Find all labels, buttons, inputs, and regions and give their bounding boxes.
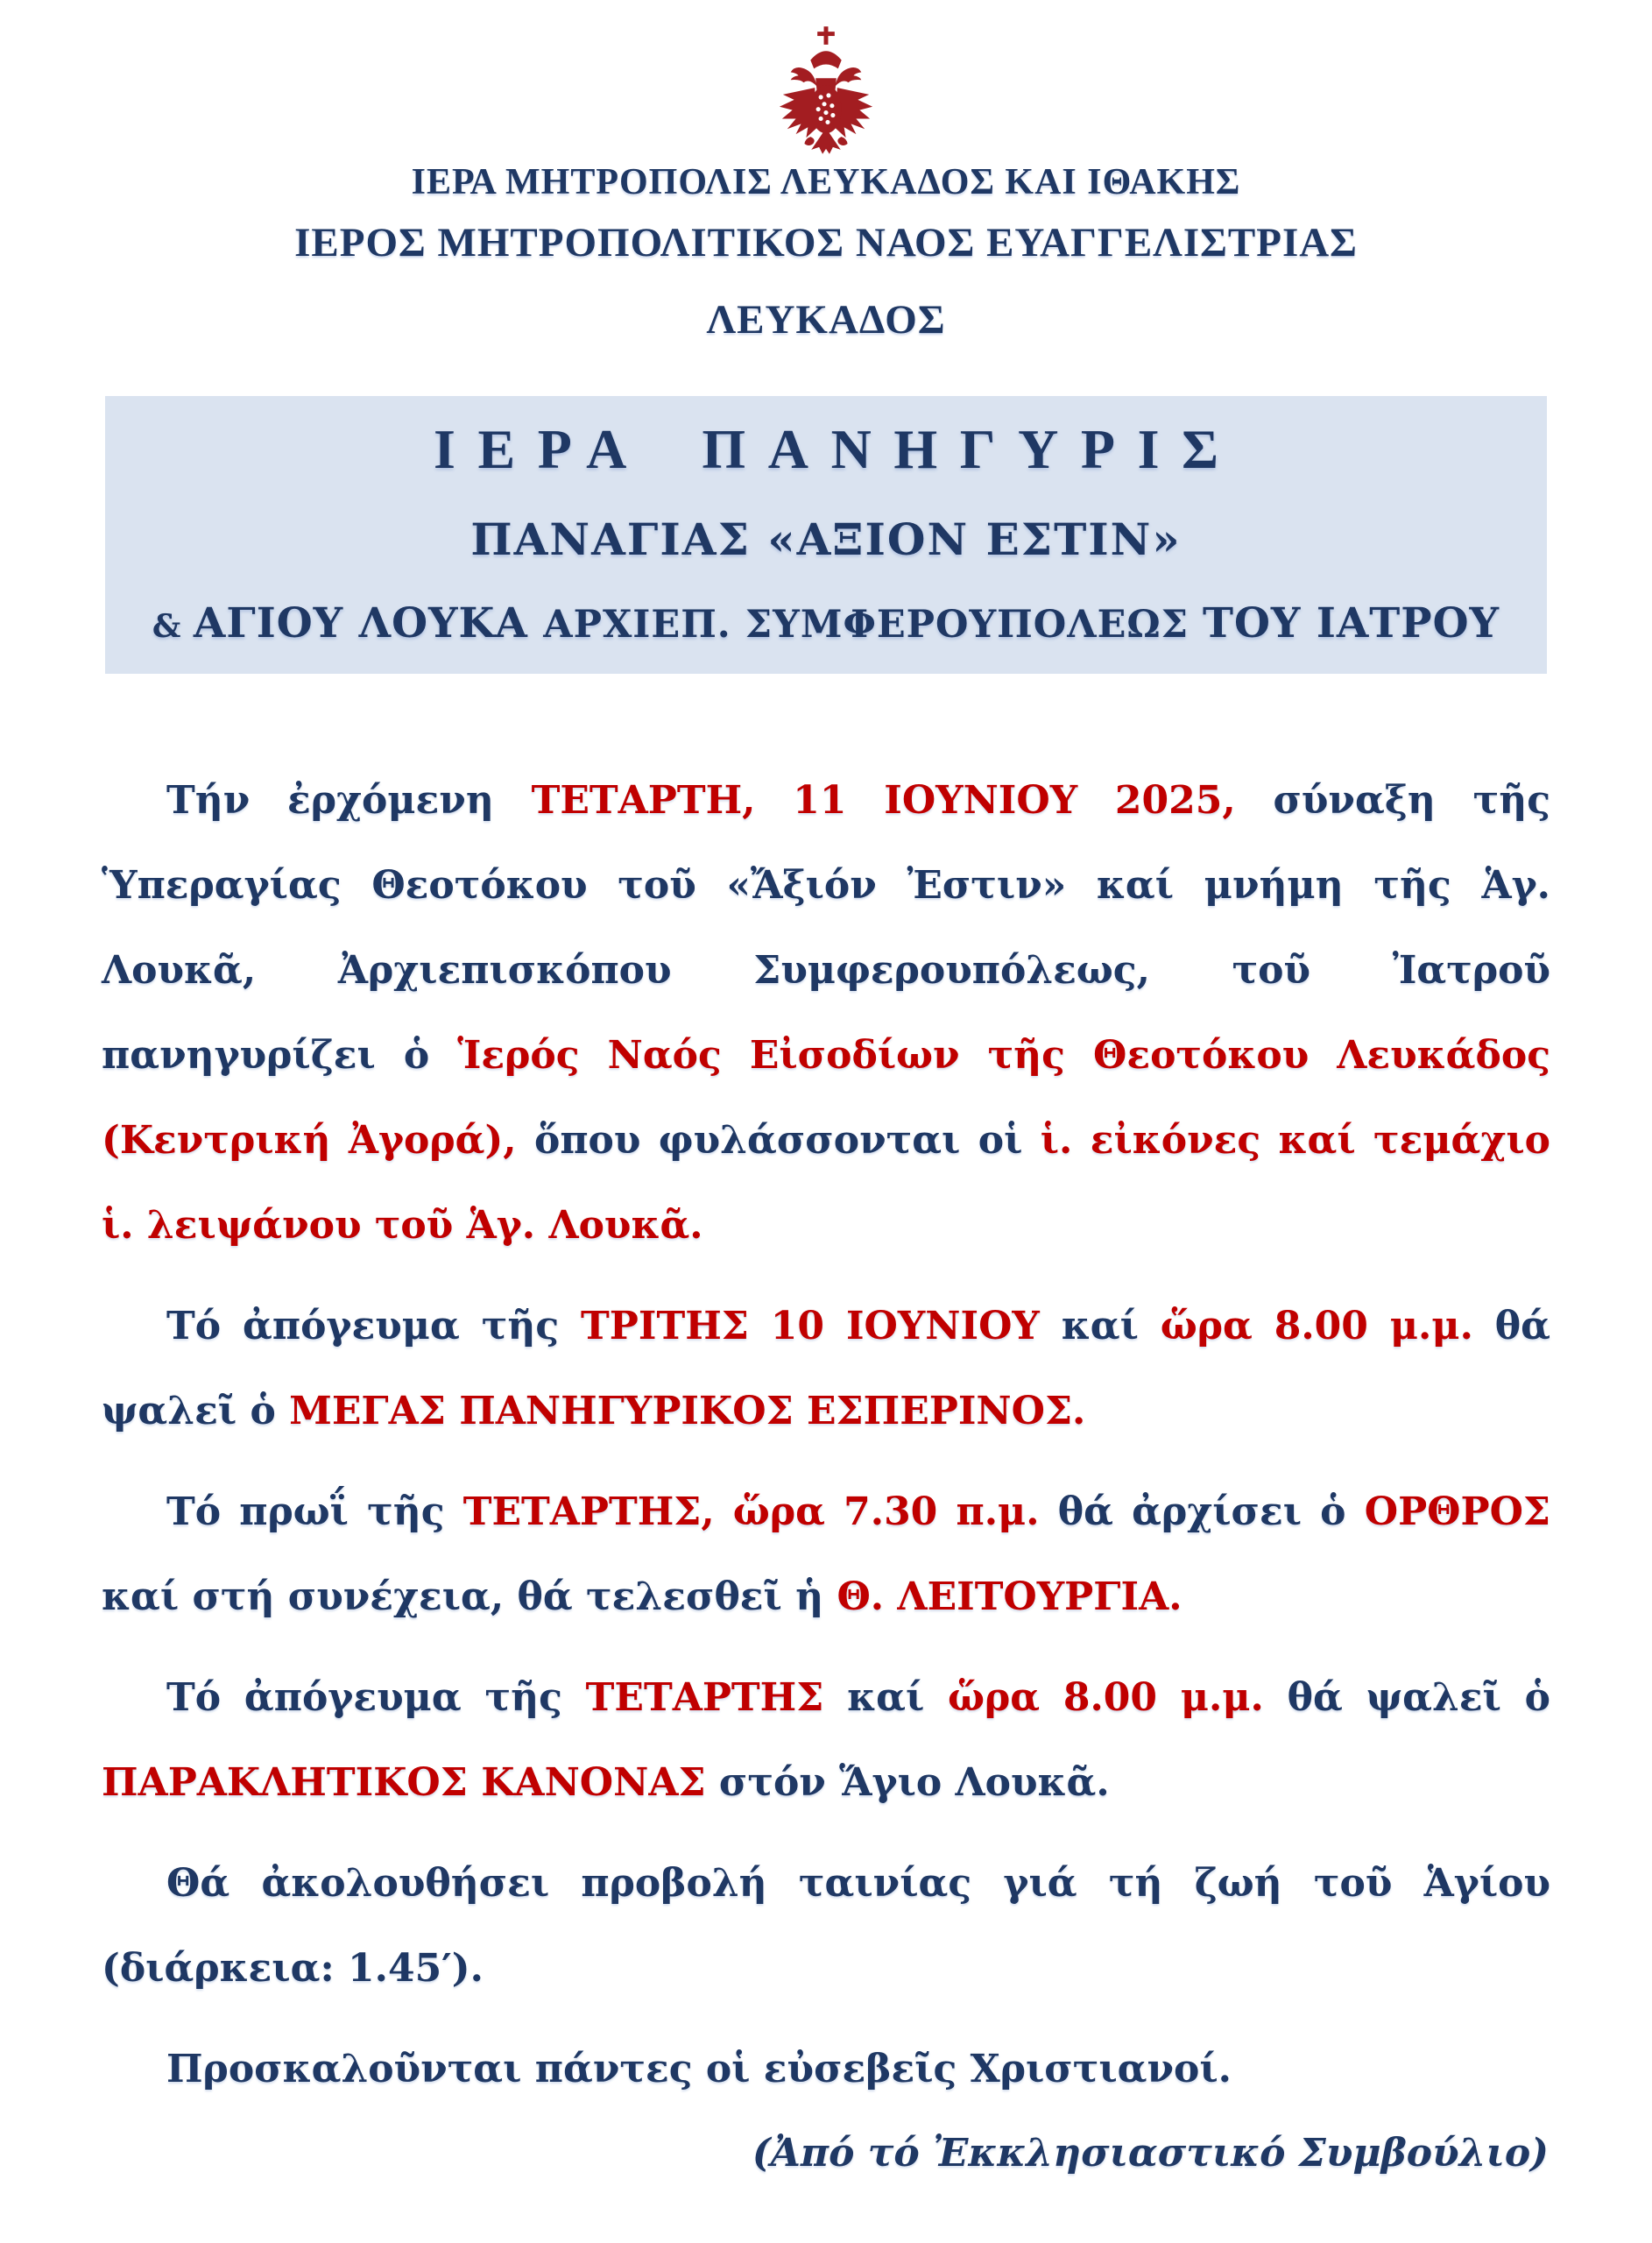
metropolis-name: ΙΕΡΑ ΜΗΤΡΟΠΟΛΙΣ ΛΕΥΚΑΔΟΣ ΚΑΙ ΙΘΑΚΗΣ (411, 162, 1241, 202)
church-location: ΛΕΥΚΑΔΟΣ (706, 297, 946, 343)
feast-banner (105, 396, 1547, 674)
double-headed-eagle-icon (774, 26, 878, 156)
paragraph-film-screening: Θά ἀκολουθήσει προβολή ταινίας γιά τή ζωή τοῦ Ἁγίου (διάρκεια: 1.45′). (102, 1861, 1550, 1992)
paragraph-feast-announcement: Τήν ἐρχόμενη ΤΕΤΑΡΤΗ, 11 ΙΟΥΝΙΟΥ 2025, σύναξη τῆς Ὑπεραγίας Θεοτόκου τοῦ «Ἄξιόν Ἐστιν» καί μνήμη τῆς Ἁγ. Λουκᾶ, Ἀρχιεπισκόπου Συμφερουπόλεως, τοῦ Ἰατροῦ πανηγυρίζει ὁ Ἱερός Ναός Εἰσοδίων τῆς Θεοτόκου Λευκάδος (Κεντρική Ἀγορά), ὅπου φυλάσσονται οἱ ἱ. εἰκόνες καί τεμάχιο ἱ. λειψάνου τοῦ Ἁγ. Λουκᾶ. (102, 778, 1551, 1249)
paragraph-great-vespers: Τό ἀπόγευμα τῆς ΤΡΙΤΗΣ 10 ΙΟΥΝΙΟΥ καί ὥρα 8.00 μ.μ. θά ψαλεῖ ὁ ΜΕΓΑΣ ΠΑΝΗΓΥΡΙΚΟΣ ΕΣΠΕΡΙΝΟΣ. (102, 1304, 1551, 1434)
letterhead (0, 26, 1652, 343)
paragraph-paraklisis-canon: Τό ἀπόγευμα τῆς ΤΕΤΑΡΤΗΣ καί ὥρα 8.00 μ.μ. θά ψαλεῖ ὁ ΠΑΡΑΚΛΗΤΙΚΟΣ ΚΑΝΟΝΑΣ στόν Ἅγιο Λουκᾶ. (102, 1675, 1551, 1806)
banner-title: ΙΕΡΑ ΠΑΝΗΓΥΡΙΣ (434, 418, 1241, 480)
church-name: ΙΕΡΟΣ ΜΗΤΡΟΠΟΛΙΤΙΚΟΣ ΝΑΟΣ ΕΥΑΓΓΕΛΙΣΤΡΙΑΣ (294, 220, 1358, 265)
paragraph-invitation: Προσκαλοῦνται πάντες οἱ εὐσεβεῖς Χριστιανοί. (166, 2047, 1232, 2092)
paragraph-orthros-liturgy: Τό πρωΐ τῆς ΤΕΤΑΡΤΗΣ, ὥρα 7.30 π.μ. θά ἀρχίσει ὁ ΟΡΘΡΟΣ καί στή συνέχεια, θά τελεσθεῖ ἡ Θ. ΛΕΙΤΟΥΡΓΙΑ. (102, 1489, 1550, 1620)
banner-subtitle-agios-loukas: & ΑΓΙΟΥ ΛΟΥΚΑ ΑΡΧΙΕΠ. ΣΥΜΦΕΡΟΥΠΟΛΕΩΣ ΤΟΥ ΙΑΤΡΟΥ (152, 599, 1500, 648)
banner-subtitle-panagia: ΠΑΝΑΓΙΑΣ «ΑΞΙΟΝ ΕΣΤΙΝ» (470, 513, 1182, 566)
document-body (102, 758, 1550, 2112)
signature-line: (Ἀπό τό Ἐκκλησιαστικό Συμβούλιο) (752, 2131, 1549, 2176)
